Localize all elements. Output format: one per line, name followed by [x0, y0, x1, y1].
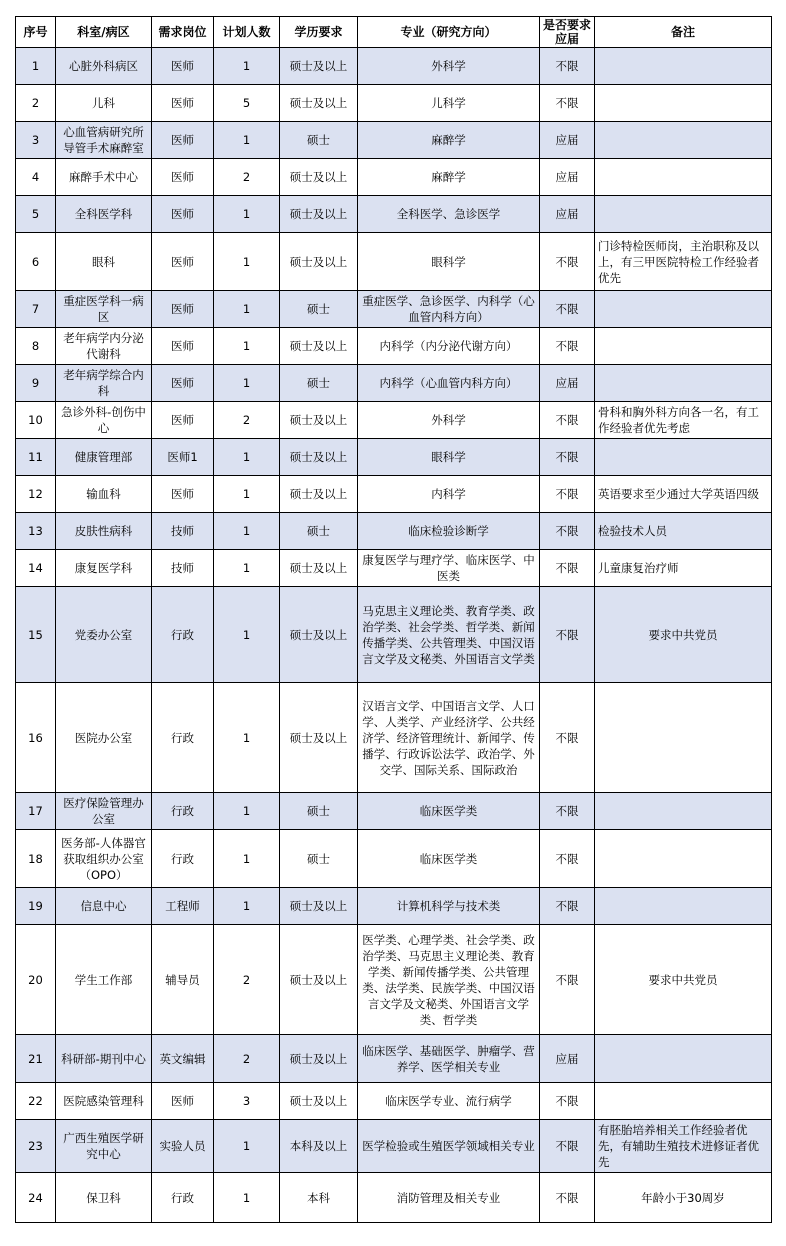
header-no: 序号 — [16, 17, 56, 48]
cell-dept: 老年病学内分泌代谢科 — [56, 328, 152, 365]
cell-count: 1 — [214, 830, 280, 888]
cell-major: 眼科学 — [358, 439, 540, 476]
table-row — [16, 233, 772, 291]
cell-post: 医师 — [152, 48, 214, 85]
cell-no: 17 — [16, 793, 56, 830]
cell-note: 英语要求至少通过大学英语四级 — [595, 476, 772, 513]
cell-edu: 硕士 — [280, 830, 358, 888]
cell-post: 行政 — [152, 830, 214, 888]
table-row — [16, 683, 772, 793]
cell-count: 2 — [214, 1035, 280, 1083]
cell-edu: 硕士及以上 — [280, 85, 358, 122]
header-count: 计划人数 — [214, 17, 280, 48]
cell-post: 医师 — [152, 159, 214, 196]
cell-note — [595, 291, 772, 328]
cell-major: 医学类、心理学类、社会学类、政治学类、马克思主义理论类、教育学类、新闻传播学类、公共管理类、法学类、民族学类、中国汉语言文学及文秘类、外国语言文学类、哲学类 — [358, 925, 540, 1035]
cell-count: 1 — [214, 1120, 280, 1173]
cell-fresh: 不限 — [540, 402, 595, 439]
cell-no: 16 — [16, 683, 56, 793]
cell-note: 有胚胎培养相关工作经验者优先，有辅助生殖技术进修证者优先 — [595, 1120, 772, 1173]
cell-major: 外科学 — [358, 402, 540, 439]
cell-note — [595, 122, 772, 159]
cell-count: 1 — [214, 793, 280, 830]
cell-edu: 硕士 — [280, 291, 358, 328]
cell-dept: 急诊外科-创伤中心 — [56, 402, 152, 439]
cell-post: 医师 — [152, 196, 214, 233]
cell-no: 20 — [16, 925, 56, 1035]
cell-no: 22 — [16, 1083, 56, 1120]
cell-note: 骨科和胸外科方向各一名，有工作经验者优先考虑 — [595, 402, 772, 439]
cell-no: 24 — [16, 1173, 56, 1223]
cell-count: 1 — [214, 48, 280, 85]
table-row — [16, 1120, 772, 1173]
cell-dept: 保卫科 — [56, 1173, 152, 1223]
cell-major: 临床医学类 — [358, 793, 540, 830]
cell-note — [595, 683, 772, 793]
cell-no: 3 — [16, 122, 56, 159]
cell-dept: 康复医学科 — [56, 550, 152, 587]
cell-post: 医师 — [152, 122, 214, 159]
cell-edu: 硕士及以上 — [280, 888, 358, 925]
table-row — [16, 1173, 772, 1223]
cell-dept: 医院办公室 — [56, 683, 152, 793]
cell-no: 11 — [16, 439, 56, 476]
cell-post: 医师 — [152, 1083, 214, 1120]
cell-post: 行政 — [152, 793, 214, 830]
table-row — [16, 291, 772, 328]
cell-note — [595, 196, 772, 233]
cell-no: 13 — [16, 513, 56, 550]
cell-fresh: 不限 — [540, 1173, 595, 1223]
cell-count: 1 — [214, 365, 280, 402]
cell-count: 1 — [214, 233, 280, 291]
cell-post: 行政 — [152, 1173, 214, 1223]
cell-edu: 硕士及以上 — [280, 550, 358, 587]
cell-no: 9 — [16, 365, 56, 402]
cell-count: 1 — [214, 291, 280, 328]
cell-note: 要求中共党员 — [595, 925, 772, 1035]
cell-count: 1 — [214, 328, 280, 365]
cell-post: 医师 — [152, 233, 214, 291]
cell-count: 2 — [214, 402, 280, 439]
table-row — [16, 550, 772, 587]
cell-major: 计算机科学与技术类 — [358, 888, 540, 925]
cell-dept: 信息中心 — [56, 888, 152, 925]
cell-no: 14 — [16, 550, 56, 587]
header-major: 专业（研究方向） — [358, 17, 540, 48]
cell-no: 21 — [16, 1035, 56, 1083]
table-row — [16, 925, 772, 1035]
cell-fresh: 不限 — [540, 48, 595, 85]
cell-edu: 硕士 — [280, 793, 358, 830]
cell-fresh: 不限 — [540, 328, 595, 365]
cell-note — [595, 365, 772, 402]
cell-major: 眼科学 — [358, 233, 540, 291]
cell-dept: 麻醉手术中心 — [56, 159, 152, 196]
table-row — [16, 830, 772, 888]
cell-note — [595, 830, 772, 888]
cell-edu: 硕士及以上 — [280, 683, 358, 793]
cell-major: 外科学 — [358, 48, 540, 85]
cell-fresh: 不限 — [540, 1120, 595, 1173]
cell-note — [595, 159, 772, 196]
cell-note — [595, 48, 772, 85]
cell-count: 1 — [214, 683, 280, 793]
table-row — [16, 402, 772, 439]
cell-fresh: 不限 — [540, 925, 595, 1035]
cell-count: 1 — [214, 439, 280, 476]
cell-count: 1 — [214, 550, 280, 587]
cell-count: 5 — [214, 85, 280, 122]
cell-edu: 硕士及以上 — [280, 1083, 358, 1120]
table-row — [16, 85, 772, 122]
cell-edu: 硕士及以上 — [280, 439, 358, 476]
cell-note — [595, 328, 772, 365]
table-row — [16, 328, 772, 365]
cell-major: 临床医学、基础医学、肿瘤学、营养学、医学相关专业 — [358, 1035, 540, 1083]
cell-dept: 全科医学科 — [56, 196, 152, 233]
cell-major: 麻醉学 — [358, 122, 540, 159]
cell-post: 行政 — [152, 683, 214, 793]
cell-count: 1 — [214, 1173, 280, 1223]
cell-fresh: 不限 — [540, 888, 595, 925]
cell-major: 康复医学与理疗学、临床医学、中医类 — [358, 550, 540, 587]
cell-fresh: 不限 — [540, 291, 595, 328]
cell-post: 医师1 — [152, 439, 214, 476]
cell-post: 医师 — [152, 85, 214, 122]
cell-count: 2 — [214, 925, 280, 1035]
cell-no: 15 — [16, 587, 56, 683]
cell-fresh: 不限 — [540, 550, 595, 587]
cell-fresh: 应届 — [540, 196, 595, 233]
cell-major: 临床检验诊断学 — [358, 513, 540, 550]
cell-dept: 科研部-期刊中心 — [56, 1035, 152, 1083]
table-row — [16, 1035, 772, 1083]
cell-dept: 输血科 — [56, 476, 152, 513]
cell-no: 12 — [16, 476, 56, 513]
cell-post: 工程师 — [152, 888, 214, 925]
cell-major: 内科学（内分泌代谢方向） — [358, 328, 540, 365]
cell-edu: 硕士及以上 — [280, 925, 358, 1035]
cell-edu: 硕士 — [280, 365, 358, 402]
cell-no: 2 — [16, 85, 56, 122]
table-row — [16, 196, 772, 233]
cell-post: 技师 — [152, 550, 214, 587]
cell-count: 1 — [214, 122, 280, 159]
table-row — [16, 793, 772, 830]
cell-fresh: 应届 — [540, 1035, 595, 1083]
cell-edu: 硕士及以上 — [280, 233, 358, 291]
recruitment-table — [15, 16, 772, 1223]
header-edu: 学历要求 — [280, 17, 358, 48]
cell-edu: 硕士 — [280, 122, 358, 159]
header-fresh: 是否要求应届 — [540, 17, 595, 48]
cell-post: 英文编辑 — [152, 1035, 214, 1083]
cell-fresh: 不限 — [540, 513, 595, 550]
cell-no: 7 — [16, 291, 56, 328]
cell-no: 5 — [16, 196, 56, 233]
cell-note: 儿童康复治疗师 — [595, 550, 772, 587]
cell-count: 1 — [214, 196, 280, 233]
cell-count: 1 — [214, 587, 280, 683]
cell-fresh: 不限 — [540, 439, 595, 476]
cell-dept: 医院感染管理科 — [56, 1083, 152, 1120]
cell-no: 4 — [16, 159, 56, 196]
cell-dept: 医务部-人体器官获取组织办公室（OPO） — [56, 830, 152, 888]
table-row — [16, 476, 772, 513]
cell-dept: 心脏外科病区 — [56, 48, 152, 85]
table-row — [16, 48, 772, 85]
cell-major: 全科医学、急诊医学 — [358, 196, 540, 233]
cell-dept: 儿科 — [56, 85, 152, 122]
cell-fresh: 不限 — [540, 476, 595, 513]
cell-note — [595, 888, 772, 925]
cell-dept: 重症医学科一病区 — [56, 291, 152, 328]
cell-major: 重症医学、急诊医学、内科学（心血管内科方向） — [358, 291, 540, 328]
cell-fresh: 不限 — [540, 85, 595, 122]
cell-edu: 硕士及以上 — [280, 402, 358, 439]
table-row — [16, 888, 772, 925]
header-post: 需求岗位 — [152, 17, 214, 48]
table-body — [16, 48, 772, 1223]
cell-edu: 硕士及以上 — [280, 587, 358, 683]
cell-dept: 老年病学综合内科 — [56, 365, 152, 402]
cell-no: 10 — [16, 402, 56, 439]
cell-major: 汉语言文学、中国语言文学、人口学、人类学、产业经济学、公共经济学、经济管理统计、新闻学、传播学、行政诉讼法学、政治学、外交学、国际关系、国际政治 — [358, 683, 540, 793]
cell-post: 医师 — [152, 365, 214, 402]
cell-edu: 硕士 — [280, 513, 358, 550]
cell-note — [595, 1083, 772, 1120]
cell-note: 要求中共党员 — [595, 587, 772, 683]
cell-post: 医师 — [152, 291, 214, 328]
cell-no: 1 — [16, 48, 56, 85]
cell-edu: 本科及以上 — [280, 1120, 358, 1173]
cell-post: 医师 — [152, 402, 214, 439]
table-row — [16, 1083, 772, 1120]
table-row — [16, 439, 772, 476]
cell-no: 6 — [16, 233, 56, 291]
cell-dept: 广西生殖医学研究中心 — [56, 1120, 152, 1173]
cell-count: 1 — [214, 476, 280, 513]
cell-dept: 心血管病研究所导管手术麻醉室 — [56, 122, 152, 159]
cell-edu: 硕士及以上 — [280, 159, 358, 196]
cell-major: 医学检验或生殖医学领域相关专业 — [358, 1120, 540, 1173]
cell-edu: 本科 — [280, 1173, 358, 1223]
table-row — [16, 159, 772, 196]
cell-note — [595, 1035, 772, 1083]
cell-count: 3 — [214, 1083, 280, 1120]
cell-count: 2 — [214, 159, 280, 196]
cell-dept: 党委办公室 — [56, 587, 152, 683]
cell-post: 医师 — [152, 476, 214, 513]
header-dept: 科室/病区 — [56, 17, 152, 48]
cell-edu: 硕士及以上 — [280, 328, 358, 365]
cell-post: 行政 — [152, 587, 214, 683]
cell-note: 检验技术人员 — [595, 513, 772, 550]
cell-fresh: 应届 — [540, 122, 595, 159]
cell-fresh: 不限 — [540, 1083, 595, 1120]
cell-note — [595, 793, 772, 830]
table-row — [16, 122, 772, 159]
header-note: 备注 — [595, 17, 772, 48]
cell-dept: 皮肤性病科 — [56, 513, 152, 550]
cell-major: 内科学（心血管内科方向） — [358, 365, 540, 402]
cell-fresh: 不限 — [540, 793, 595, 830]
cell-major: 内科学 — [358, 476, 540, 513]
cell-dept: 眼科 — [56, 233, 152, 291]
cell-note: 年龄小于30周岁 — [595, 1173, 772, 1223]
cell-edu: 硕士及以上 — [280, 476, 358, 513]
cell-no: 8 — [16, 328, 56, 365]
cell-major: 消防管理及相关专业 — [358, 1173, 540, 1223]
cell-count: 1 — [214, 888, 280, 925]
cell-fresh: 不限 — [540, 587, 595, 683]
cell-edu: 硕士及以上 — [280, 196, 358, 233]
cell-post: 实验人员 — [152, 1120, 214, 1173]
table-header-row — [16, 17, 772, 48]
cell-note — [595, 439, 772, 476]
cell-no: 23 — [16, 1120, 56, 1173]
cell-no: 18 — [16, 830, 56, 888]
cell-count: 1 — [214, 513, 280, 550]
cell-note: 门诊特检医师岗，主治职称及以上，有三甲医院特检工作经验者优先 — [595, 233, 772, 291]
table-row — [16, 587, 772, 683]
cell-post: 医师 — [152, 328, 214, 365]
cell-major: 临床医学类 — [358, 830, 540, 888]
cell-fresh: 应届 — [540, 159, 595, 196]
cell-edu: 硕士及以上 — [280, 1035, 358, 1083]
cell-post: 辅导员 — [152, 925, 214, 1035]
cell-edu: 硕士及以上 — [280, 48, 358, 85]
cell-major: 麻醉学 — [358, 159, 540, 196]
cell-dept: 健康管理部 — [56, 439, 152, 476]
cell-no: 19 — [16, 888, 56, 925]
table-row — [16, 365, 772, 402]
cell-fresh: 不限 — [540, 683, 595, 793]
cell-post: 技师 — [152, 513, 214, 550]
cell-fresh: 不限 — [540, 830, 595, 888]
cell-major: 马克思主义理论类、教育学类、政治学类、社会学类、哲学类、新闻传播学类、公共管理类、中国汉语言文学及文秘类、外国语言文学类 — [358, 587, 540, 683]
cell-note — [595, 85, 772, 122]
cell-dept: 医疗保险管理办公室 — [56, 793, 152, 830]
cell-major: 临床医学专业、流行病学 — [358, 1083, 540, 1120]
cell-dept: 学生工作部 — [56, 925, 152, 1035]
table-row — [16, 513, 772, 550]
cell-fresh: 应届 — [540, 365, 595, 402]
cell-fresh: 不限 — [540, 233, 595, 291]
cell-major: 儿科学 — [358, 85, 540, 122]
